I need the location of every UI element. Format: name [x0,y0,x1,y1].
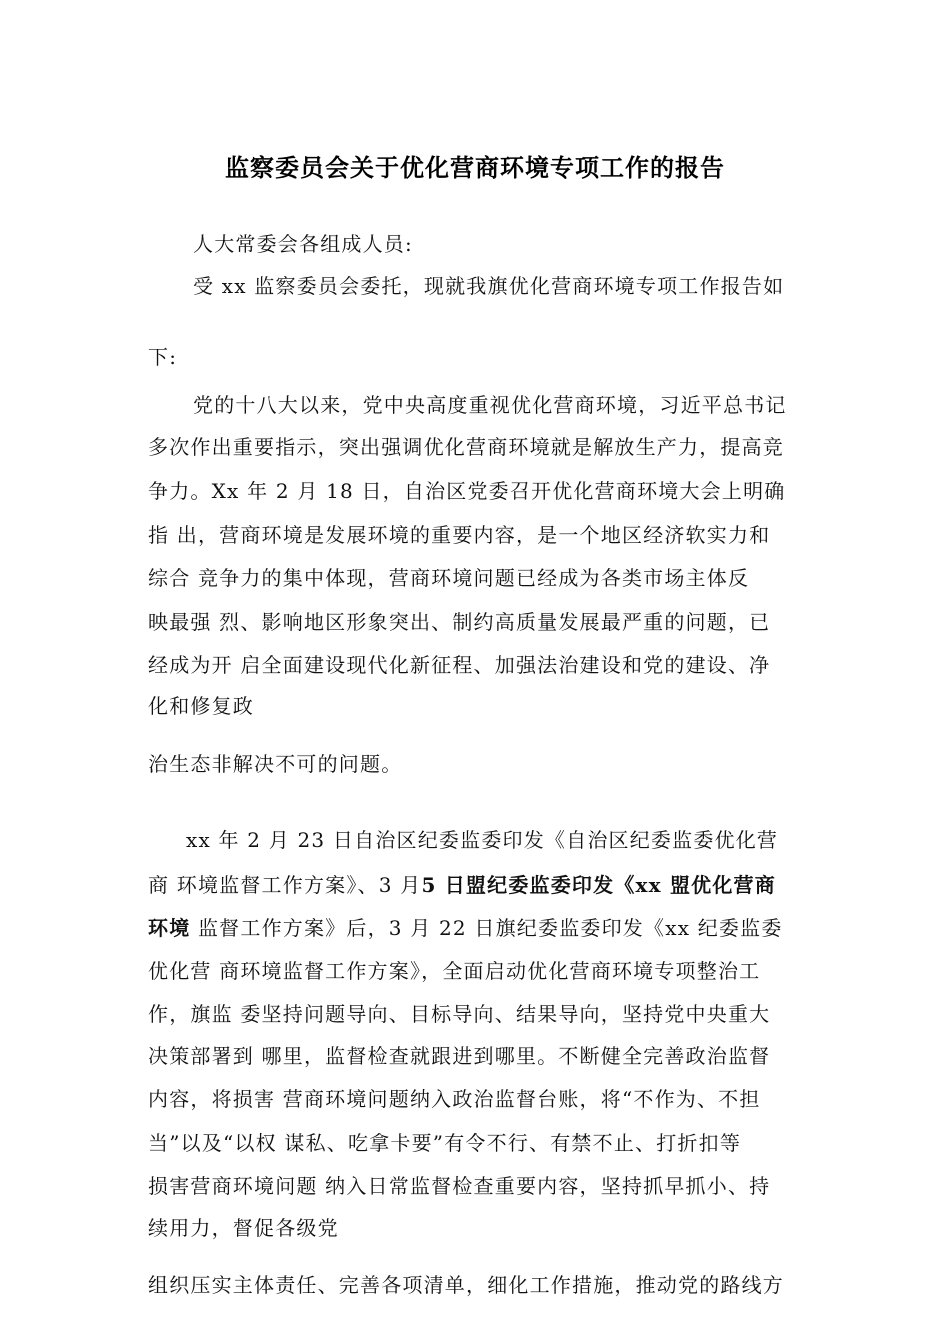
paragraph-line: 续用力，督促各级党 [148,1216,339,1240]
paragraph-line: 下: [148,345,178,369]
paragraph-line: 经成为开 启全面建设现代化新征程、加强法治建设和党的建设、净 [148,653,771,677]
paragraph-line: 争力。Xx 年 2 月 18 日，自治区党委召开优化营商环境大会上明确 [148,479,786,503]
salutation-line: 人大常委会各组成人员: [193,232,413,256]
paragraph-line: 映最强 烈、影响地区形象突出、制约高质量发展最严重的问题，已 [148,610,771,634]
paragraph-line: 多次作出重要指示，突出强调优化营商环境就是解放生产力，提高竞 [148,435,784,459]
paragraph-line: 化和修复政 [148,694,254,718]
paragraph-line: 党的十八大以来，党中央高度重视优化营商环境，习近平总书记 [193,393,787,417]
paragraph-line [148,915,783,941]
paragraph-line: 作，旗监 委坚持问题导向、目标导向、结果导向，坚持党中央重大 [148,1002,771,1026]
paragraph-line: 内容，将损害 营商环境问题纳入政治监督台账，将“不作为、不担 [148,1087,761,1111]
paragraph-line: 优化营 商环境监督工作方案》，全面启动优化营商环境专项整治工 [148,959,761,983]
paragraph-line: 损害营商环境问题 纳入日常监督检查重要内容，坚持抓早抓小、持 [148,1174,771,1198]
line-segment: 商 环境监督工作方案》、3 月 [148,873,422,897]
document-title: 监察委员会关于优化营商环境专项工作的报告 [225,154,725,182]
paragraph-line: 受 xx 监察委员会委托，现就我旗优化营商环境专项工作报告如 [193,274,785,298]
paragraph-line: 指 出，营商环境是发展环境的重要内容，是一个地区经济软实力和 [148,523,771,547]
paragraph-line: 综合 竞争力的集中体现，营商环境问题已经成为各类市场主体反 [148,566,750,590]
line-segment-bold: 5 日盟纪委监委印发《xx 盟优化营商 [421,873,776,897]
line-segment: 监督工作方案》后，3 月 22 日旗纪委监委印发《xx 纪委监委 [190,916,783,940]
paragraph-line: 治生态非解决不可的问题。 [148,752,403,776]
paragraph-line: 组织压实主体责任、完善各项清单，细化工作措施，推动党的路线方 [148,1273,784,1297]
line-segment-bold: 环境 [148,916,191,940]
paragraph-line [148,872,776,898]
paragraph-line: 决策部署到 哪里，监督检查就跟进到哪里。不断健全完善政治监督 [148,1044,771,1068]
paragraph-line: 当”以及“以权 谋私、吃拿卡要”有令不行、有禁不止、打折扣等 [148,1131,742,1155]
paragraph-line: xx 年 2 月 23 日自治区纪委监委印发《自治区纪委监委优化营 [186,828,779,852]
